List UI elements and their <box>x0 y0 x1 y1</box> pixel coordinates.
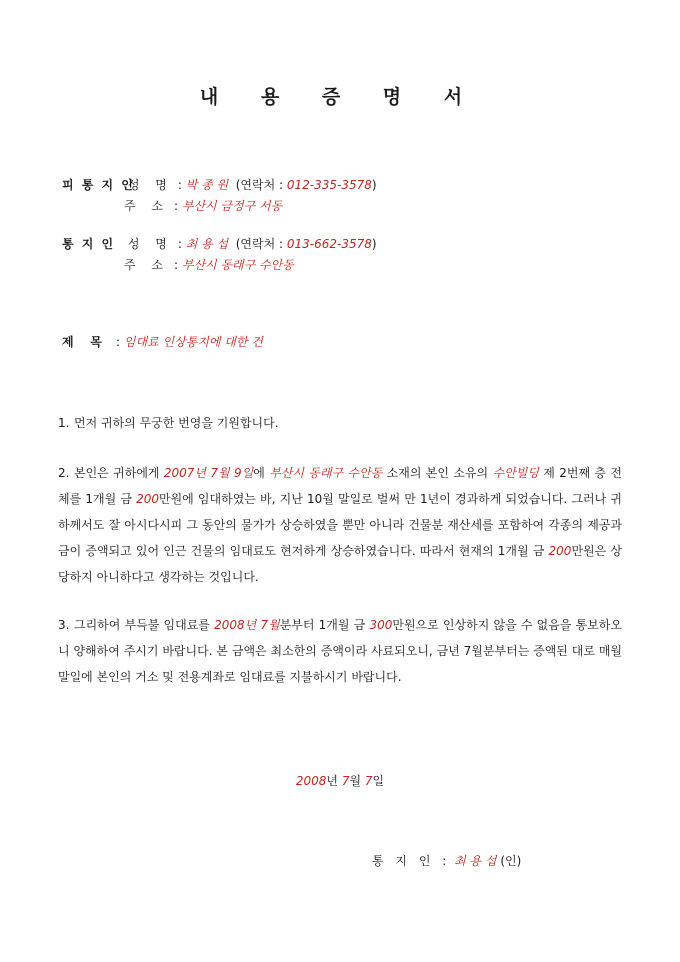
recipient-address-label: 주 소 <box>124 199 169 213</box>
paragraph-1-text: 먼저 귀하의 무궁한 번영을 기원합니다. <box>74 416 279 430</box>
recipient-name: 박 종 원 <box>185 178 229 192</box>
paragraph-2-text-4: 제 2번째 층 전체를 1개월 금 <box>58 466 622 506</box>
paragraph-2-text-6: 만원은 상당하지 아니하다고 생각하는 것입니다. <box>58 544 622 584</box>
sender-address-label: 주 소 <box>124 258 169 272</box>
paragraph-1-number: 1. <box>58 416 70 430</box>
subject-value: 임대료 인상통지에 대한 건 <box>123 335 263 349</box>
sender-name-row: 통 지 인 성 명 : 최 용 섭 (연락처 : 013-662-3578) <box>62 237 377 251</box>
paragraph-2-number: 2. <box>58 466 70 480</box>
paragraph-3-number: 3. <box>58 618 70 632</box>
paragraph-2-text-1: 본인은 귀하에게 <box>74 466 164 480</box>
paragraph-2-building: 수안빌딩 <box>492 466 539 480</box>
date-year: 2008 <box>295 774 327 788</box>
paragraph-2-text-3: 소재의 본인 소유의 <box>382 466 493 480</box>
paragraph-3-text-2: 분부터 1개월 금 <box>279 618 370 632</box>
date-day: 7 <box>364 774 373 788</box>
date-year-suffix: 년 <box>326 774 342 788</box>
signature-label: 통 지 인 : <box>372 854 451 868</box>
signature-line <box>372 852 521 869</box>
signature-seal: (인) <box>500 854 522 868</box>
recipient-name-row: 피 통 지 인 성 명 : 박 종 원 (연락처 : 012-335-3578) <box>62 178 377 192</box>
subject-row: 제 목 : 임대료 인상통지에 대한 건 <box>62 335 263 349</box>
subject-label: 제 목 <box>62 335 102 349</box>
recipient-address-row: 주 소 : 부산시 금정구 서동 <box>124 199 283 213</box>
document-date <box>0 772 680 789</box>
sender-contact-label: (연락처 : <box>235 237 284 251</box>
paragraph-3-amount: 300 <box>369 618 393 632</box>
date-month-suffix: 월 <box>349 774 365 788</box>
recipient-address: 부산시 금정구 서동 <box>181 199 283 213</box>
paragraph-3 <box>58 612 622 690</box>
date-day-suffix: 일 <box>372 774 385 788</box>
document-title: 내 용 증 명 서 <box>199 86 481 108</box>
signature-name: 최 용 섭 <box>454 854 497 868</box>
sender-contact-close: ) <box>371 237 377 251</box>
paragraph-2-amount: 200 <box>136 492 159 506</box>
paragraph-2-date: 2007년 7월 9일 <box>163 466 254 480</box>
sender-label: 통 지 인 <box>62 237 116 251</box>
sender-name: 최 용 섭 <box>185 237 229 251</box>
sender-address-row: 주 소 : 부산시 동래구 수안동 <box>124 258 294 272</box>
paragraph-1 <box>58 410 622 436</box>
recipient-contact-close: ) <box>371 178 377 192</box>
paragraph-3-date: 2008년 7월 <box>214 618 280 632</box>
recipient-label: 피 통 지 인 <box>62 178 135 192</box>
sender-name-label: 성 명 <box>127 237 173 251</box>
date-month: 7 <box>341 774 350 788</box>
paragraph-2-amount-2: 200 <box>548 544 572 558</box>
sender-address: 부산시 동래구 수안동 <box>181 258 294 272</box>
paragraph-2-place: 부산시 동래구 수안동 <box>269 466 383 480</box>
paragraph-3-text-1: 그리하여 부득불 임대료를 <box>74 618 215 632</box>
sender-contact: 013-662-3578 <box>286 237 372 251</box>
paragraph-3-text-3: 만원으로 인상하지 않을 수 없음을 통보하오니 양해하여 주시기 바랍니다. 본 금액은 최소한의 증액이라 사료되오니, 금년 7월분부터는 증액된 대로 매월 말일에 본인의 거소 및 전용계좌로 임대료를 지불하시기 바랍니다. <box>58 618 622 684</box>
recipient-contact-label: (연락처 : <box>235 178 284 192</box>
paragraph-2-text-2: 에 <box>253 466 270 480</box>
paragraph-2 <box>58 460 622 590</box>
recipient-contact: 012-335-3578 <box>286 178 372 192</box>
paragraph-2-text-5: 만원에 임대하였는 바, 지난 10월 말일로 벌써 만 1년이 경과하게 되었습니다. 그러나 귀하께서도 잘 아시다시피 그 동안의 물가가 상승하였을 뿐만 아니라 건물분 재산세를 포함하여 각종의 제공과금이 증액되고 있어 인근 건물의 임대료도 현저하게 상승하였습니다. 따라서 현재의 1개월 금 <box>58 492 622 558</box>
recipient-name-label: 성 명 <box>127 178 173 192</box>
